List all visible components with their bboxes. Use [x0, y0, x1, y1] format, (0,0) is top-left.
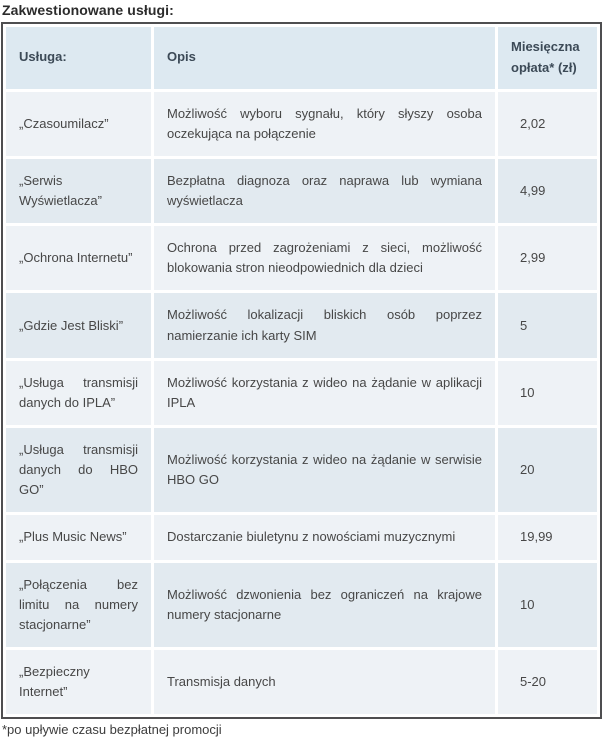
service-fee: 5 — [498, 293, 597, 357]
service-name: „Czasoumilacz” — [6, 92, 151, 156]
service-fee: 10 — [498, 563, 597, 647]
table-row — [6, 92, 597, 156]
service-description: Możliwość dzwonienia bez ograniczeń na krajowe numery stacjonarne — [154, 563, 495, 647]
column-header-oplata: Miesięczna opłata* (zł) — [498, 27, 597, 89]
table-row — [6, 515, 597, 559]
service-description: Transmisja danych — [154, 650, 495, 714]
service-description: Możliwość korzystania z wideo na żądanie w serwisie HBO GO — [154, 428, 495, 512]
table-row — [6, 650, 597, 714]
service-fee: 5-20 — [498, 650, 597, 714]
table-row — [6, 428, 597, 512]
service-description: Dostarczanie biuletynu z nowościami muzycznymi — [154, 515, 495, 559]
service-name: „Serwis Wyświetlacza” — [6, 159, 151, 223]
table-row — [6, 159, 597, 223]
service-description: Ochrona przed zagrożeniami z sieci, możliwość blokowania stron nieodpowiednich dla dzieci — [154, 226, 495, 290]
table-row — [6, 293, 597, 357]
services-table — [1, 22, 602, 719]
service-fee: 2,99 — [498, 226, 597, 290]
service-name: „Usługa transmisji danych do HBO GO” — [6, 428, 151, 512]
service-name: „Bezpieczny Internet” — [6, 650, 151, 714]
service-fee: 4,99 — [498, 159, 597, 223]
page-title: Zakwestionowane usługi: — [2, 2, 174, 18]
table-header-row — [6, 27, 597, 89]
table-row — [6, 226, 597, 290]
service-name: „Połączenia bez limitu na numery stacjonarne” — [6, 563, 151, 647]
service-fee: 19,99 — [498, 515, 597, 559]
service-description: Możliwość korzystania z wideo na żądanie w aplikacji IPLA — [154, 361, 495, 425]
service-fee: 10 — [498, 361, 597, 425]
service-description: Możliwość wyboru sygnału, który słyszy osoba oczekująca na połączenie — [154, 92, 495, 156]
footnote: *po upływie czasu bezpłatnej promocji — [2, 722, 222, 737]
service-name: „Usługa transmisji danych do IPLA” — [6, 361, 151, 425]
service-description: Możliwość lokalizacji bliskich osób poprzez namierzanie ich karty SIM — [154, 293, 495, 357]
table-row — [6, 361, 597, 425]
service-name: „Plus Music News” — [6, 515, 151, 559]
table-row — [6, 563, 597, 647]
service-description: Bezpłatna diagnoza oraz naprawa lub wymiana wyświetlacza — [154, 159, 495, 223]
service-name: „Gdzie Jest Bliski” — [6, 293, 151, 357]
service-fee: 20 — [498, 428, 597, 512]
table-body — [6, 92, 597, 715]
service-name: „Ochrona Internetu” — [6, 226, 151, 290]
column-header-opis: Opis — [154, 27, 495, 89]
column-header-usluga: Usługa: — [6, 27, 151, 89]
service-fee: 2,02 — [498, 92, 597, 156]
